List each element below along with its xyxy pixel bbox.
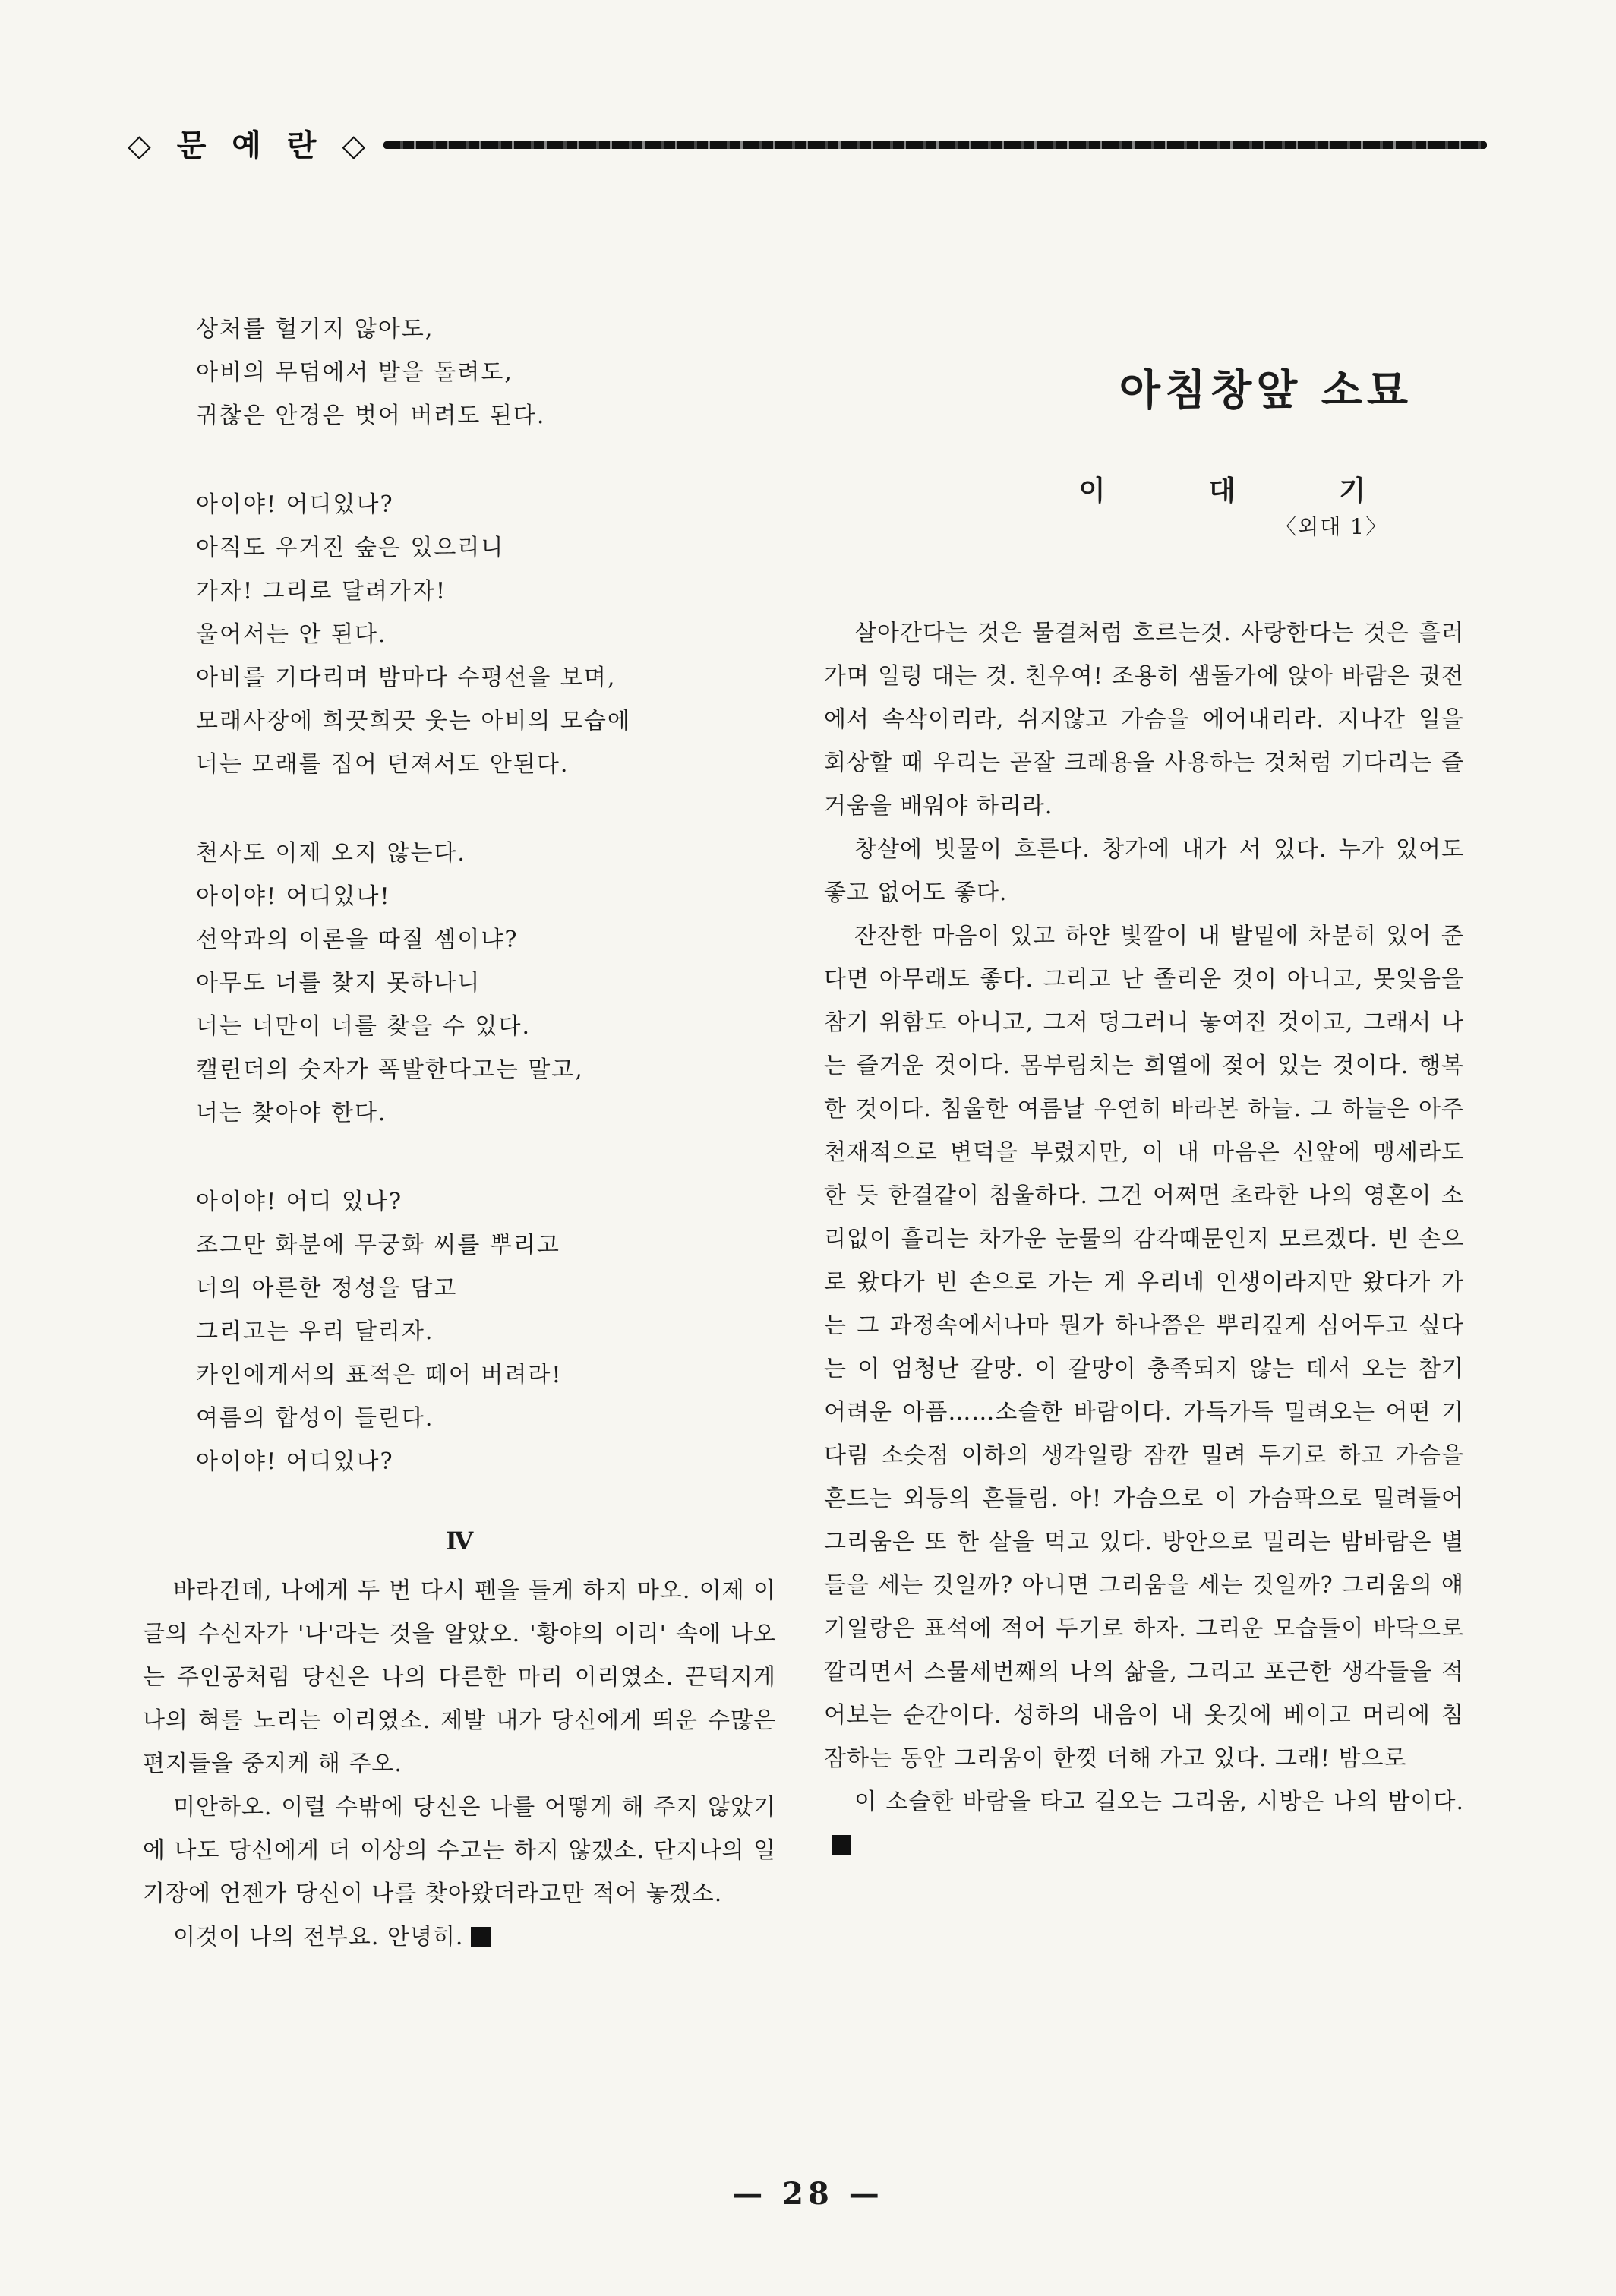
poem-line: 너의 아른한 정성을 담고 — [196, 1275, 458, 1302]
poem-stanza — [196, 832, 803, 1135]
prose-paragraph: 바라건데, 나에게 두 번 다시 펜을 들게 하지 마오. 이제 이 글의 수신자가 '나'라는 것을 알았오. '황야의 이리' 속에 나오는 주인공처럼 당신은 나의 다른한 마리 이리였소. 끈덕지게 나의 혀를 노리는 이리였소. 제발 내가 당신에게 띄운 수많은 편지들을 중지케 해 주오. — [143, 1578, 776, 1777]
closing-line: 이것이 나의 전부요. 안녕히. — [173, 1924, 464, 1950]
poem-line: 너는 찾아야 한다. — [196, 1100, 387, 1126]
essay-title: 아침창앞 소묘 — [1119, 366, 1412, 415]
prose-paragraph: 창살에 빗물이 흐른다. 창가에 내가 서 있다. 누가 있어도 좋고 없어도 좋다. — [824, 836, 1464, 906]
prose-paragraph: 미안하오. 이럴 수밖에 당신은 나를 어떻게 해 주지 않았기에 나도 당신에게 더 이상의 수고는 하지 않겠소. 단지나의 일기장에 언젠가 당신이 나를 찾아왔더라고만 적어 놓겠소. — [143, 1794, 776, 1907]
end-mark-icon — [471, 1927, 491, 1947]
essay-body — [824, 611, 1464, 1867]
poem-line: 아비의 무덤에서 발을 돌려도, — [196, 359, 513, 386]
poem-line: 상처를 헐기지 않아도, — [196, 316, 434, 343]
end-mark-icon — [832, 1835, 851, 1855]
poem-line: 아직도 우거진 숲은 있으리니 — [196, 535, 505, 561]
letter-section — [143, 1511, 776, 1959]
header-rule — [383, 141, 1487, 149]
poem-line: 여름의 합성이 들린다. — [196, 1405, 434, 1432]
poem-line: 아이야! 어디있나? — [196, 1448, 394, 1475]
author-affiliation: 〈외대 1〉 — [1275, 514, 1388, 539]
poem-stanza — [196, 483, 803, 786]
poem-line: 너는 모래를 집어 던져서도 안된다. — [196, 751, 570, 778]
poem-line: 모래사장에 희끗희끗 웃는 아비의 모습에 — [196, 708, 631, 734]
section-numeral: Ⅳ — [445, 1527, 474, 1555]
poem-line: 가자! 그리로 달려가자! — [196, 578, 447, 605]
poem-line: 울어서는 안 된다. — [196, 621, 387, 648]
poem-line: 천사도 이제 오지 않는다. — [196, 840, 466, 867]
poem-stanza — [196, 308, 803, 437]
poem-line: 조그만 화분에 무궁화 씨를 뿌리고 — [196, 1232, 560, 1259]
poem-line: 아이야! 어디있나? — [196, 491, 394, 518]
prose-paragraph: 잔잔한 마음이 있고 하얀 빛깔이 내 발밑에 차분히 있어 준다면 아무래도 좋다. 그리고 난 졸리운 것이 아니고, 못잊음을 참기 위함도 아니고, 그저 덩그러니 놓여진 것이고, 그래서 나는 즐거운 것이다. 몸부림치는 희열에 젖어 있는 것이다. 행복한 것이다. 침울한 여름날 우연히 바라본 하늘. 그 하늘은 아주 천재적으로 변덕을 부렸지만, 이 내 마음은 신앞에 맹세라도 한 듯 한결같이 침울하다. 그건 어쩌면 초라한 나의 영혼이 소리없이 흘리는 차가운 눈물의 감각때문인지 모르겠다. 빈 손으로 왔다가 빈 손으로 가는 게 우리네 인생이라지만 왔다가 가는 그 과정속에서나마 뭔가 하나쯤은 뿌리깊게 심어두고 싶다는 이 엄청난 갈망. 이 갈망이 충족되지 않는 데서 오는 참기 어려운 아픔……소슬한 바람이다. 가득가득 밀려오는 어떤 기다림 소슷점 이하의 생각일랑 잠깐 밀려 두기로 하고 가슴을 흔드는 외등의 흔들림. 아! 가슴으로 이 가슴팍으로 밀려들어 그리움은 또 한 살을 먹고 있다. 방안으로 밀리는 밤바람은 별들을 세는 것일까? 아니면 그리움을 세는 것일까? 그리움의 얘기일랑은 표석에 적어 두기로 하자. 그리운 모습들이 바닥으로 깔리면서 스물세번째의 나의 삶을, 그리고 포근한 생각들을 적어보는 순간이다. 성하의 내음이 내 옷깃에 베이고 머리에 침잠하는 동안 그리움이 한껏 더해 가고 있다. 그래! 밤으로 — [824, 923, 1464, 1772]
poem-stanza — [196, 1180, 803, 1483]
poem-line: 아무도 너를 찾지 못하나니 — [196, 970, 481, 996]
poem-line: 너는 너만이 너를 찾을 수 있다. — [196, 1013, 531, 1040]
poem-line: 카인에게서의 표적은 떼어 버려라! — [196, 1362, 563, 1388]
poem-line: 캘린더의 숫자가 폭발한다고는 말고, — [196, 1056, 584, 1083]
poem-line: 그리고는 우리 달리자. — [196, 1319, 434, 1345]
section-header — [128, 122, 1487, 164]
poem-line: 귀찮은 안경은 벗어 버려도 된다. — [196, 403, 546, 429]
prose-paragraph — [143, 1915, 776, 1959]
prose-paragraph — [824, 1780, 1464, 1867]
poem-line: 아비를 기다리며 밤마다 수평선을 보며, — [196, 665, 617, 691]
author-name: 이 대 기 — [1078, 475, 1412, 507]
prose-paragraph: 살아간다는 것은 물결처럼 흐르는것. 사랑한다는 것은 흘러가며 일렁 대는 것. 친우여! 조용히 샘돌가에 앉아 바람은 귓전에서 속삭이리라, 쉬지않고 가슴을 에어내리라. 지나간 일을 회상할 때 우리는 곧잘 크레용을 사용하는 것처럼 기다리는 즐거움을 배워야 하리라. — [824, 620, 1464, 820]
poem-line: 아이야! 어디 있나? — [196, 1189, 403, 1215]
poem-column — [196, 308, 803, 1529]
poem-line: 선악과의 이론을 따질 셈이냐? — [196, 927, 519, 953]
section-title: ◇ 문 예 란 ◇ — [128, 128, 374, 163]
page-number: — 28 — — [732, 2176, 884, 2212]
closing-line: 이 소슬한 바람을 타고 길오는 그리움, 시방은 나의 밤이다. — [854, 1789, 1464, 1815]
poem-line: 아이야! 어디있나! — [196, 883, 391, 910]
